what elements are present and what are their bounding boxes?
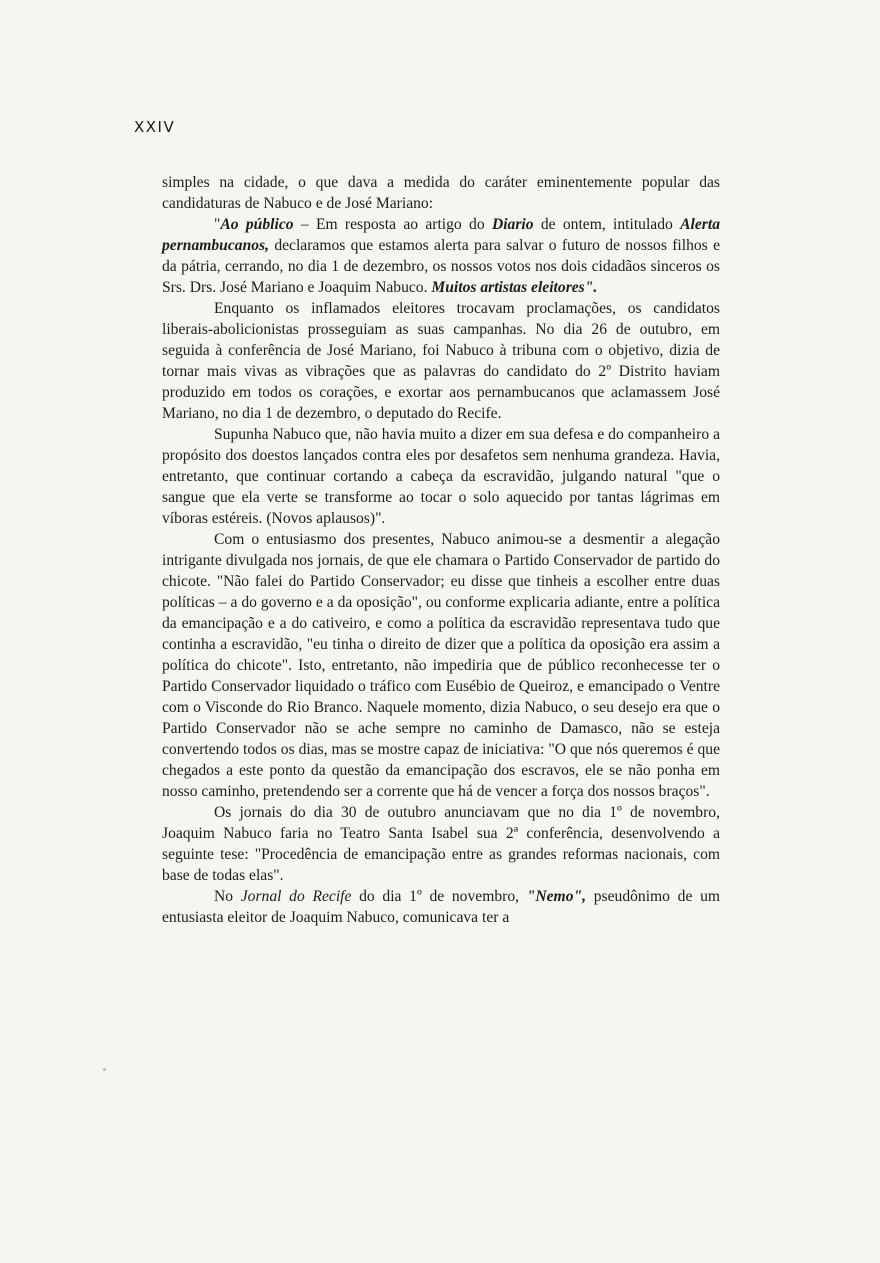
paragraph-text: No	[214, 888, 241, 905]
paragraph-text: pseudônimo de um entusiasta eleitor de Joaquim Nabuco, comunicava ter a	[162, 888, 721, 926]
emphasized-text: Alerta pernambucanos,	[162, 216, 720, 254]
page-number: XXIV	[134, 118, 176, 136]
paragraph-text: "	[214, 216, 221, 233]
paragraph	[162, 214, 720, 298]
emphasized-text: "Nemo",	[526, 888, 587, 905]
italic-text: Jornal do Recife	[240, 888, 352, 905]
body-text	[162, 172, 720, 928]
paragraph	[162, 529, 720, 802]
emphasized-text: Muitos artistas eleitores".	[431, 279, 598, 296]
paragraph	[162, 424, 720, 529]
paragraph-text: simples na cidade, o que dava a medida do caráter eminentemente popular das candidaturas de Nabuco e de José Mariano:	[162, 174, 720, 212]
paragraph-text: de ontem, intitulado	[533, 216, 681, 233]
emphasized-text: Ao público	[220, 216, 294, 233]
paragraph	[162, 172, 720, 214]
paragraph-text: do dia 1º de novembro,	[351, 888, 527, 905]
paragraph-text: Enquanto os inflamados eleitores trocavam proclamações, os candidatos liberais-abolicionistas prosseguiam as suas campanhas. No dia 26 de outubro, em seguida à conferência de José Mariano, foi Nabuco à tribuna com o objetivo, dizia de tornar mais vivas as vibrações que as palavras do candidato do 2º Distrito haviam produzido em todos os corações, e exortar aos pernambucanos que aclamassem José Mariano, no dia 1 de dezembro, o deputado do Recife.	[162, 300, 720, 422]
paragraph-text: Supunha Nabuco que, não havia muito a dizer em sua defesa e do companheiro a propósito dos doestos lançados contra eles por desafetos sem nenhuma grandeza. Havia, entretanto, que continuar cortando a cabeça da escravidão, julgando natural "que o sangue que ela verte se transforme ao tocar o solo aquecido por tantas lágrimas em víboras estéreis. (Novos aplausos)".	[162, 426, 720, 527]
paper-speck	[103, 1068, 106, 1071]
paragraph-text: – Em resposta ao artigo do	[293, 216, 492, 233]
paragraph-text: Os jornais do dia 30 de outubro anunciavam que no dia 1º de novembro, Joaquim Nabuco faria no Teatro Santa Isabel sua 2ª conferência, desenvolvendo a seguinte tese: "Procedência de emancipação entre as grandes reformas nacionais, com base de todas elas".	[162, 804, 720, 884]
paragraph	[162, 886, 720, 928]
paragraph-text: Com o entusiasmo dos presentes, Nabuco animou-se a desmentir a alegação intrigante divulgada nos jornais, de que ele chamara o Partido Conservador de partido do chicote. "Não falei do Partido Conservador; eu disse que tinheis a escolher entre duas políticas – a do governo e a da oposição", ou conforme explicaria adiante, entre a política da emancipação e a do cativeiro, e como a política da escravidão representava tudo que continha a escravidão, "eu tinha o direito de dizer que a política da oposição era assim a política do chicote". Isto, entretanto, não impediria que de público reconhecesse ter o Partido Conservador liquidado o tráfico com Eusébio de Queiroz, e emancipado o Ventre com o Visconde do Rio Branco. Naquele momento, dizia Nabuco, o seu desejo era que o Partido Conservador não se ache sempre no caminho de Damasco, não se esteja convertendo todos os dias, mas se mostre capaz de iniciativa: "O que nós queremos é que chegados a este ponto da questão da emancipação dos escravos, ele se não ponha em nosso caminho, pretendendo ser a corrente que há de vencer a força dos nossos braços".	[162, 531, 720, 800]
emphasized-text: Diario	[491, 216, 534, 233]
paragraph	[162, 802, 720, 886]
paragraph	[162, 298, 720, 424]
paragraph-text: declaramos que estamos alerta para salvar o futuro de nossos filhos e da pátria, cerrando, no dia 1 de dezembro, os nossos votos nos dois cidadãos sinceros os Srs. Drs. José Mariano e Joaquim Nabuco.	[162, 237, 720, 296]
